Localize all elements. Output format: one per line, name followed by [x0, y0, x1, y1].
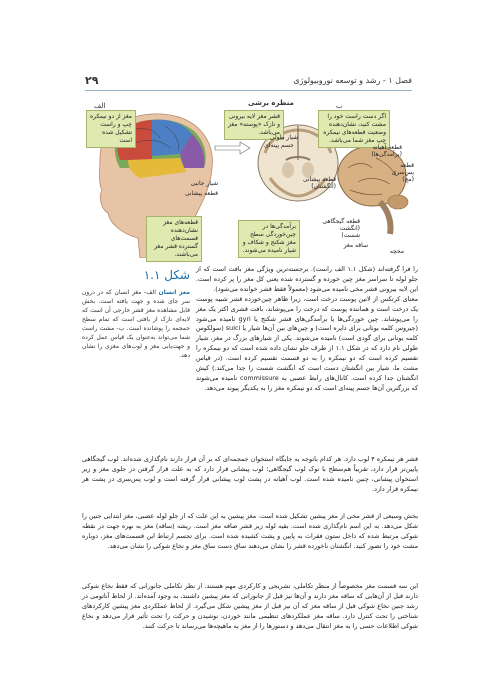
panel-letter-a: الف — [94, 102, 106, 110]
label-brainstem: ساقه مغز — [343, 242, 368, 249]
page-number: ۲۹ — [85, 74, 99, 87]
label-frontal-lobe: قطعه پیشانی — [184, 190, 218, 197]
caption-lead: مغز انسان — [158, 289, 190, 296]
callout-lobes: قطعه‌های مغز نشان‌دهنده قسمت‌های گسترده قشر مغز می‌باشند. — [146, 216, 202, 262]
figure-caption — [82, 288, 190, 360]
label-longitudinal-fissure: شیار طولی — [269, 134, 298, 141]
paragraph-1: را فرا گرفته‌اند (شکل ۱.۱ الف راست). برجسته‌ترین ویژگی مغز بافت است که از جلو لوله تا سراسر مغز چین خورده و گسترده شده یعنی کل مغز را پر کرده است. این لایه بیرونی قشر مخی نامیده می‌شود (معمولاً فقط قشر خوانده می‌شود). — [196, 265, 418, 293]
label-parietal: قطعه آهیانه (برآمدگی‌ها) — [371, 144, 402, 158]
label-occipital: قطعه پس‌سری (مچ) — [391, 162, 414, 183]
figure-title: شکل ۱.۱ — [143, 268, 190, 282]
callout-fist-analogy: اگر دست راست خود را مشت کنید، نشان‌دهنده وضعیت قطعه‌های نیمکره چپ مغز شما می‌باشد. — [318, 110, 390, 148]
label-temporal: قطعه گیجگاهی (انگشت شست) — [322, 218, 360, 239]
callout-cortex: قشر مغز لایه بیرونی و نازک «پوسته» مغز می‌باشد. — [224, 110, 284, 140]
full-width-text-3 — [82, 582, 418, 632]
label-corpus-callosum: جسم پینه‌ای — [264, 142, 294, 149]
caption-text: الف- مغز انسان که در درون سر جای شده و جهت یافته است. بخش قابل مشاهده مغز قشر خارجی آن است که لایه‌ای نازک از بافتی است که تمام سطح جمجمه را پوشانده است. ب- مشت راست شما می‌تواند به‌عنوان یک قیاس عمل کرده و جهت‌یابی مغز و لوب‌های مغزی را نشان دهد. — [82, 289, 190, 359]
paragraph-3: قشر هر نیمکره ۴ لوب دارد. هر کدام باتوجه به جایگاه استخوان جمجمه‌ای که بر آن قرار دارند نام‌گذاری شده‌اند. لوب گیجگاهی پایین‌تر قرار دارد، تقریباً هم‌سطح با نوک لوب گیجگاهی؛ لوب پیشانی قرار دارد که به علت قرار گرفتن در جلوی مغز و زیر استخوان پیشانی، چنین نامیده شده است. لوب آهیانه در پشت لوب پیشانی قرار گرفته است و لوب پس‌سری در پشت هر نیمکره قرار دارد. — [82, 455, 418, 493]
callout-hemispheres: مغز از دو نیمکره چپ و راست تشکیل شده است — [86, 110, 136, 148]
full-width-text-2 — [82, 512, 418, 552]
paragraph-5: این سه قسمت مغز مخصوصاً از منظر تکاملی، تشریحی و کارکردی مهم هستند. از نظر تکاملی جانورانی که فقط نخاع شوکی دارند قبل از آن‌هایی که ساقه مغز دارند و آن‌ها نیز قبل از جانورانی که مغز پیشین داشتند، به وجود آمده‌اند. از لحاظ آناتومی در رشد جنین نخاع شوکی قبل از ساقه مغز که آن نیز قبل از مغز پیشین شکل می‌گیرد. از لحاظ عملکردی مغز پیشین کارکردهای شناختی را تحت کنترل دارد. ساقه مغز عملکردهای تنظیمی مانند خوردن، نوشیدن و حرکت را تحت تأثیر قرار می‌دهد و نخاع شوکی اطلاعات حسی را به مغز انتقال می‌دهد و دستورها را از مغز به ماهیچه‌ها می‌رساند تا حرکت کنند. — [82, 582, 418, 630]
arrow-icon — [215, 142, 250, 154]
panel-letter-c: ب — [336, 102, 343, 110]
running-header — [85, 74, 412, 91]
callout-gyri: برآمدگی‌ها در چین‌خوردگی سطح مغز شکنج و شکاف و شیار نامیده می‌شوند. — [238, 220, 300, 258]
view-label: منظره برشی — [248, 99, 294, 107]
label-cerebellum: مخچه — [389, 248, 404, 255]
label-frontal-fingers: قطعه پیشانی (انگشتان) — [302, 176, 336, 190]
chapter-title: فصل ۱ - رشد و توسعه نوروبیولوژی — [293, 76, 412, 85]
main-column — [196, 265, 418, 394]
brain-figure — [80, 98, 420, 258]
paragraph-2: معنای کرتکس از لاتین پوست درخت است، زیرا ظاهر چین‌خورده قشر شبیه پوست یک درخت است و هماننده پوست که درخت را می‌پوشاند، بافت قشری اکثر یک مغز را می‌پوشاند. چین خوردگی‌ها یا برآمدگی‌های قشر شکنج یا gyri نامیده می‌شود (جیروس کلمه یونانی برای دایره است) و چین‌های بین آن‌ها شیار یا sulci (سولکوس کلمه یونانی برای گودی است) نامیده می‌شوند. یکی از شیارهای بزرگ در مغز، شیار طولی نام دارد که در شکل ۱.۱ از طرف جلو نشان داده شده است که دو نیمکره را تقسیم کرده است که دو نیمکره را به دو قسمت تقسیم کرده است. (در قیاس مشت ما، شیار بین انگشتان دست است که انگشت شست را جدا می‌کند.) کیش انگشتان جدا کرده است. کانال‌های رابط عصبی به commissure نامیده می‌شوند که بزرگترین آن‌ها جسم پینه‌ای است که دو نیمکره مغز را به یکدیگر پیوند می‌دهد. — [196, 294, 418, 392]
full-width-text-1 — [82, 455, 418, 495]
paragraph-4: بخش وسیعی از قشر مخی از مغز پیشین تشکیل شده است. مغز پیشین به این علت که از جلو لوله عصبی، مغز ابتدایی جنین را شکل می‌دهد. به این اسم نام‌گذاری شده است. بقیه لوله زیر قشر صافه مغز است. ریشه (ساقه) مغز به نهره جهت در نقطه شوکی مرتبط شده که داخل ستون فقرات به پایین و پشت کشیده شده است. برای تجسم ارتباط این قسمت‌های مغز، دوباره مشت خود را تصور کنید. انگشتان ناخورده قشر را نشان می‌دهند ساق دست ساق مغز و نخاع شوکی را نشان می‌دهد. — [82, 512, 418, 550]
label-lateral-sulcus: شیار جانبی — [190, 180, 218, 187]
